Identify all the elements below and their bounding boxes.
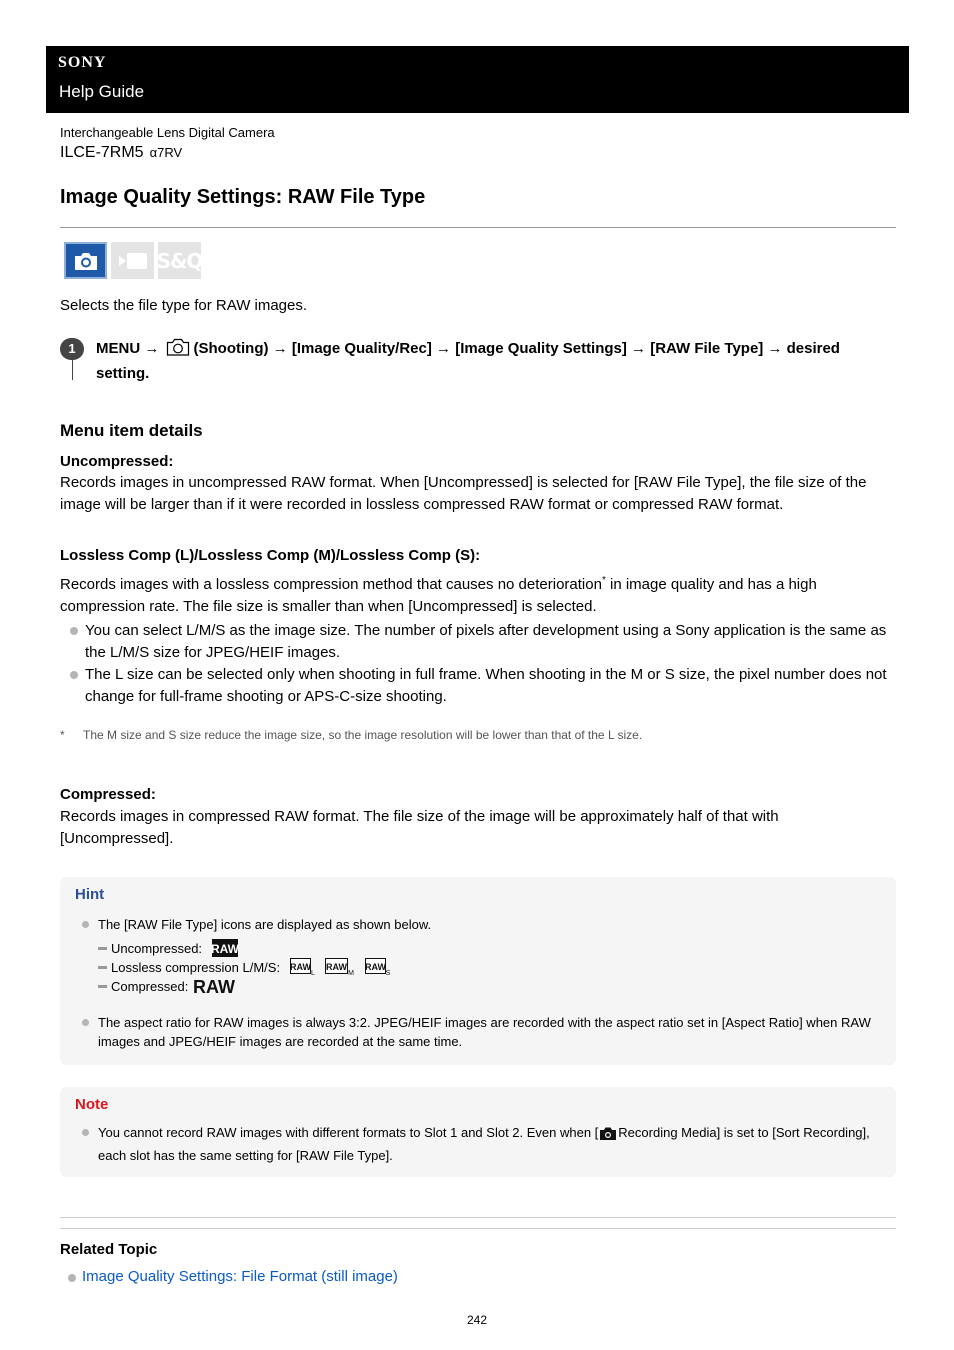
hint-list — [82, 915, 882, 934]
note-box — [60, 1087, 896, 1177]
raw-compressed-icon — [192, 976, 235, 999]
note-title: Note — [75, 1096, 109, 1113]
hint-title: Hint — [75, 886, 105, 903]
related-topic-item — [60, 1268, 398, 1285]
header-bar — [46, 46, 909, 113]
hint-sub-lossless: Lossless compression L/M/S: RAW L RAW M RAW S — [98, 958, 391, 979]
list-item: The L size can be selected only when shooting in full frame. When shooting in the M or S size, the pixel number does not change for full-frame shooting or APS-C-size shooting. — [60, 664, 896, 708]
camera-icon — [599, 1126, 617, 1146]
compressed-label: Compressed: — [60, 786, 156, 803]
step-line — [72, 360, 73, 380]
page-number: 242 — [466, 1313, 488, 1327]
uncompressed-text: Records images in uncompressed RAW format. When [Uncompressed] is selected for [RAW File Type], the file size of the image will be larger than if it were recorded in lossless compressed RAW format or compressed RAW format. — [60, 474, 867, 513]
brand-logo: SONY — [58, 54, 107, 71]
shooting-camera-icon — [166, 337, 190, 363]
hint-sub-compressed: Compressed: RAW — [98, 976, 230, 999]
svg-text:RAW: RAW — [289, 962, 311, 972]
svg-text:RAW: RAW — [210, 942, 239, 956]
still-camera-icon — [64, 242, 107, 279]
help-guide-link[interactable]: Help Guide — [59, 82, 145, 101]
sq-icon: S&Q — [158, 242, 201, 279]
svg-text:M: M — [348, 970, 355, 977]
related-topic-title: Related Topic — [60, 1241, 158, 1258]
raw-lossless-s-icon — [365, 958, 391, 979]
raw-lossless-m-icon — [325, 958, 355, 979]
step-number: 1 — [60, 338, 84, 360]
hint-box — [60, 877, 896, 1065]
movie-icon — [111, 242, 154, 279]
svg-text:S: S — [385, 970, 391, 977]
title-divider — [60, 227, 896, 228]
list-item: The aspect ratio for RAW images is always 3:2. JPEG/HEIF images are recorded with the aspect ratio set in [Aspect Ratio] when RAW images and JPEG/HEIF images are recorded at the same time. — [82, 1013, 882, 1051]
compressed-text: Records images in compressed RAW format. The file size of the image will be approximately half of that with [Uncompressed]. — [60, 808, 779, 847]
related-divider-1 — [60, 1217, 896, 1218]
svg-text:RAW: RAW — [326, 962, 348, 972]
svg-text:RAW: RAW — [364, 962, 386, 972]
related-divider-2 — [60, 1228, 896, 1229]
hint-list-2 — [82, 1013, 882, 1051]
raw-uncompressed-icon — [212, 939, 238, 960]
svg-text:RAW: RAW — [192, 977, 235, 997]
lossless-text: Records images with a lossless compression method that causes no deterioration* in image quality and has a high compression rate. The file size is smaller than when [Uncompressed] is selected. — [60, 575, 817, 615]
lossless-bullets — [60, 620, 896, 708]
note-list — [82, 1123, 882, 1165]
hint-sub-uncompressed: Uncompressed: RAW — [98, 939, 238, 960]
model-alpha: α7RV — [149, 145, 183, 160]
product-line: Interchangeable Lens Digital Camera — [60, 125, 275, 140]
intro-text: Selects the file type for RAW images. — [60, 297, 308, 314]
uncompressed-label: Uncompressed: — [60, 453, 174, 470]
menu-details-heading: Menu item details — [60, 421, 203, 440]
mode-icons — [64, 242, 201, 279]
related-topic-link[interactable]: Image Quality Settings: File Format (still image) — [82, 1268, 398, 1285]
list-item: The [RAW File Type] icons are displayed as shown below. — [82, 915, 882, 934]
list-item: You can select L/M/S as the image size. The number of pixels after development using a Sony application is the same as the L/M/S size for JPEG/HEIF images. — [60, 620, 896, 664]
page-title: Image Quality Settings: RAW File Type — [60, 186, 426, 208]
footnote-marker: * — [601, 575, 606, 586]
raw-lossless-l-icon — [290, 958, 316, 979]
model-name — [60, 144, 182, 162]
model-code: ILCE-7RM5 — [60, 144, 144, 161]
list-item: You cannot record RAW images with different formats to Slot 1 and Slot 2. Even when [ Recording Media] is set to [Sort Recording], each slot has the same setting for [RAW File Type]. — [82, 1123, 882, 1165]
lossless-label: Lossless Comp (L)/Lossless Comp (M)/Lossless Comp (S): — [60, 547, 481, 564]
svg-text:L: L — [310, 970, 315, 977]
step-instruction: MENU → (Shooting) → [Image Quality/Rec] → [Image Quality Settings] → [RAW File Type] → desired setting. — [96, 337, 896, 384]
